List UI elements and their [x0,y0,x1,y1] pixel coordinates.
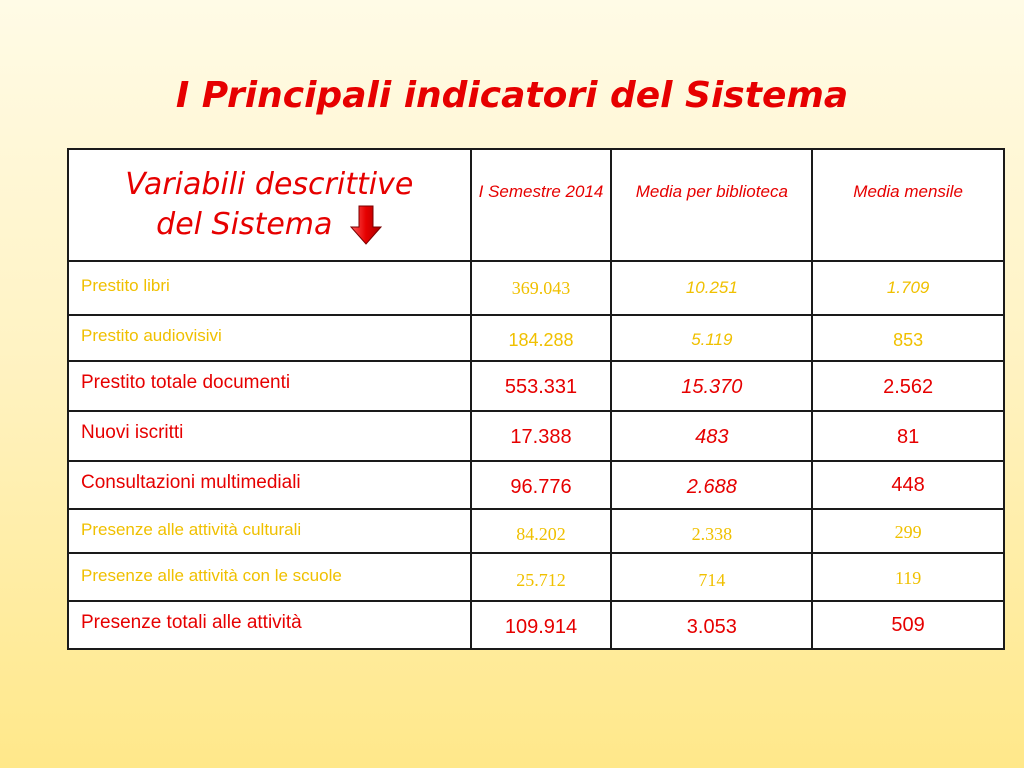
cell-semestre: 553.331 [471,361,612,411]
cell-media-mensile: 448 [812,461,1004,509]
cell-semestre: 84.202 [471,509,612,553]
table-row [68,509,1004,553]
header-variables-line2: del Sistema [156,207,333,242]
table-row [68,461,1004,509]
row-label: Prestito audiovisivi [68,315,471,361]
cell-semestre: 17.388 [471,411,612,461]
table-row [68,361,1004,411]
header-variables-line1: Variabili descrittive [125,167,414,202]
cell-media-biblioteca: 2.338 [611,509,812,553]
row-label: Prestito libri [68,261,471,315]
row-label: Presenze alle attività culturali [68,509,471,553]
cell-media-mensile: 1.709 [812,261,1004,315]
down-arrow-icon [350,205,382,245]
table-row [68,601,1004,649]
header-media-mensile: Media mensile [812,149,1004,261]
cell-semestre: 369.043 [471,261,612,315]
row-label: Presenze totali alle attività [68,601,471,649]
table-header-row [68,149,1004,261]
cell-media-biblioteca: 5.119 [611,315,812,361]
row-label: Presenze alle attività con le scuole [68,553,471,601]
cell-semestre: 96.776 [471,461,612,509]
cell-media-biblioteca: 3.053 [611,601,812,649]
row-label: Consultazioni multimediali [68,461,471,509]
header-semestre: I Semestre 2014 [471,149,612,261]
table-row [68,315,1004,361]
cell-media-mensile: 119 [812,553,1004,601]
row-label: Prestito totale documenti [68,361,471,411]
table-row [68,261,1004,315]
table-row [68,411,1004,461]
cell-media-mensile: 509 [812,601,1004,649]
header-media-biblioteca: Media per biblioteca [611,149,812,261]
cell-media-biblioteca: 15.370 [611,361,812,411]
slide-title: I Principali indicatori del Sistema [175,75,849,116]
table-row [68,553,1004,601]
indicators-table [67,148,1005,650]
header-variables [68,149,471,261]
cell-media-mensile: 299 [812,509,1004,553]
cell-semestre: 109.914 [471,601,612,649]
cell-media-biblioteca: 10.251 [611,261,812,315]
cell-media-biblioteca: 714 [611,553,812,601]
cell-media-mensile: 2.562 [812,361,1004,411]
cell-media-biblioteca: 483 [611,411,812,461]
cell-media-biblioteca: 2.688 [611,461,812,509]
cell-semestre: 25.712 [471,553,612,601]
cell-media-mensile: 853 [812,315,1004,361]
row-label: Nuovi iscritti [68,411,471,461]
cell-semestre: 184.288 [471,315,612,361]
cell-media-mensile: 81 [812,411,1004,461]
